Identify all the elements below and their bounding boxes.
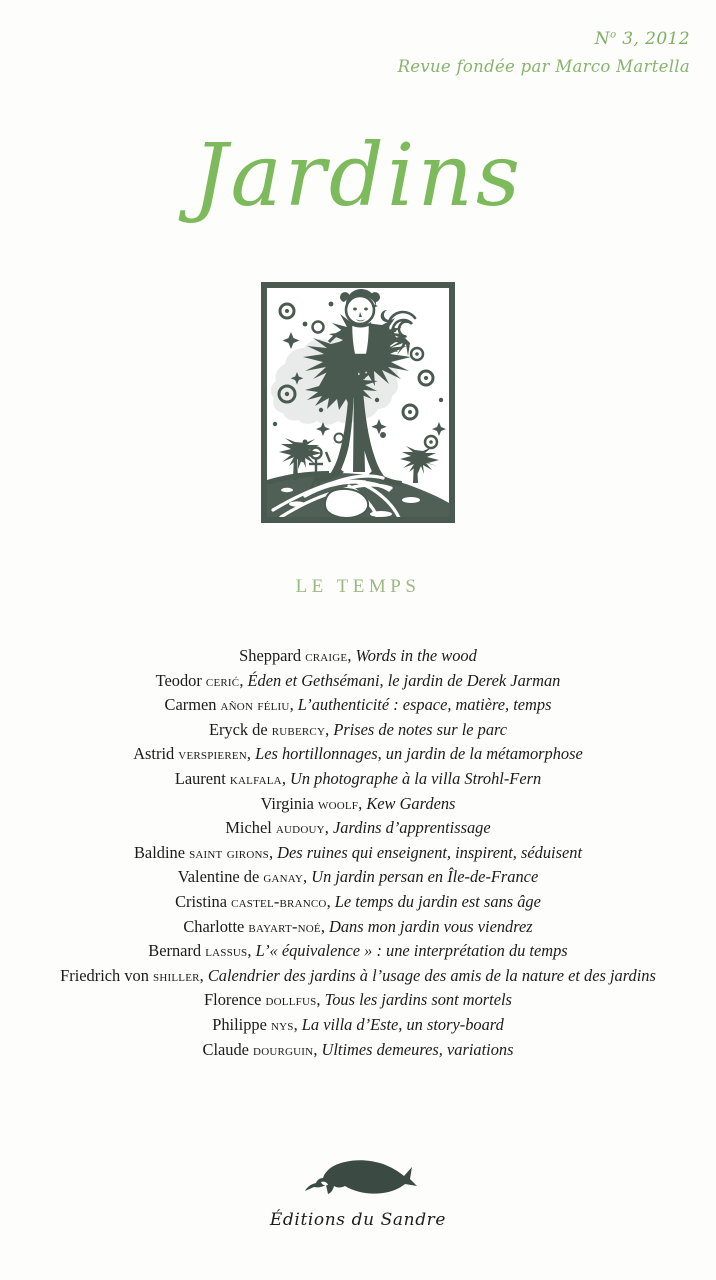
page-title: Jardins	[193, 126, 523, 226]
contents-entry	[0, 742, 716, 767]
entry-author: Astrid	[133, 744, 179, 764]
contents-entry	[0, 1013, 716, 1038]
contents-entry	[0, 939, 716, 964]
entry-title: Des ruines qui enseignent, inspirent, séduisent	[277, 842, 582, 862]
contents-entry	[0, 792, 716, 817]
entry-surname: dollfus	[265, 990, 317, 1010]
contents-entry	[0, 718, 716, 743]
entry-author: Carmen	[164, 695, 221, 715]
entry-title: L’authenticité : espace, matière, temps	[297, 695, 552, 715]
entry-title: Un photographe à la villa Strohl-Fern	[290, 768, 542, 788]
entry-author: Eryck de	[208, 719, 272, 739]
entry-surname: lassus	[205, 941, 248, 961]
fish-logo	[299, 1160, 417, 1204]
entry-title: Dans mon jardin vous viendrez	[329, 916, 533, 936]
woodcut-tree-figure-illustration	[261, 282, 455, 523]
entry-title: Tous les jardins sont mortels	[324, 990, 512, 1010]
contents-entry	[0, 865, 716, 890]
contents-list	[0, 644, 716, 1062]
entry-separator: ,	[324, 818, 333, 838]
contents-entry	[0, 669, 716, 694]
entry-separator: ,	[289, 695, 298, 715]
entry-author: Philippe	[212, 1014, 271, 1034]
publisher-name: Éditions du Sandre	[269, 1210, 447, 1230]
entry-surname: craige	[305, 646, 348, 665]
entry-separator: ,	[320, 916, 330, 936]
entry-title: Kew Gardens	[366, 793, 456, 813]
entry-surname: nys	[270, 1014, 294, 1034]
entry-surname: rubercy	[271, 719, 326, 739]
entry-separator: ,	[313, 1039, 322, 1059]
contents-entry	[0, 915, 716, 940]
contents-entry	[0, 964, 716, 989]
contents-entry	[0, 693, 716, 718]
entry-title: Les hortillonnages, un jardin de la métamorphose	[255, 744, 583, 764]
publisher-block	[0, 1160, 716, 1230]
entry-surname: shiller	[153, 965, 200, 985]
entry-author: Sheppard	[239, 646, 306, 665]
entry-title: Words in the wood	[355, 646, 477, 665]
entry-author: Michel	[225, 818, 276, 838]
entry-author: Baldine	[134, 842, 190, 862]
contents-entry	[0, 816, 716, 841]
entry-author: Bernard	[148, 941, 206, 961]
entry-separator: ,	[281, 768, 291, 788]
entry-separator: ,	[293, 1014, 302, 1034]
entry-title: Prises de notes sur le parc	[333, 719, 508, 739]
entry-surname: audouy	[275, 818, 325, 838]
entry-title: Ultimes demeures, variations	[321, 1039, 514, 1059]
entry-separator: ,	[347, 646, 356, 665]
entry-separator: ,	[326, 891, 335, 911]
entry-separator: ,	[358, 793, 367, 813]
entry-title: Éden et Gethsémani, le jardin de Derek Jarman	[247, 670, 561, 690]
contents-entry	[0, 841, 716, 866]
entry-surname: woolf	[318, 793, 359, 813]
entry-author: Valentine de	[177, 867, 264, 887]
entry-surname: kalfala	[229, 768, 282, 788]
issue-line	[398, 26, 690, 52]
entry-author: Teodor	[155, 670, 206, 690]
entry-separator: ,	[246, 744, 256, 764]
entry-surname: dourguin	[253, 1039, 314, 1059]
contents-entry	[0, 644, 716, 669]
entry-title: Jardins d’apprentissage	[332, 818, 491, 838]
entry-title: L’« équivalence » : une interprétation du temps	[255, 941, 568, 961]
entry-surname: saint girons	[189, 842, 269, 862]
section-heading: LE TEMPS	[295, 576, 421, 597]
entry-separator: ,	[268, 842, 278, 862]
masthead	[398, 26, 690, 80]
entry-title: Le temps du jardin est sans âge	[334, 891, 541, 911]
entry-author: Laurent	[174, 768, 230, 788]
entry-author: Virginia	[260, 793, 319, 813]
entry-author: Cristina	[175, 891, 232, 911]
entry-author: Claude	[202, 1039, 254, 1059]
entry-title: Calendrier des jardins à l’usage des amis de la nature et des jardins	[207, 965, 656, 985]
entry-surname: verspieren	[178, 744, 247, 764]
issue-prefix: N	[594, 29, 611, 49]
entry-separator: ,	[316, 990, 325, 1010]
entry-surname: castel-branco	[231, 891, 327, 911]
founder-line: Revue fondée par Marco Martella	[397, 57, 690, 77]
entry-separator: ,	[303, 867, 312, 887]
contents-entry	[0, 988, 716, 1013]
issue-ordinal: o	[610, 29, 617, 41]
entry-title: La villa d’Este, un story-board	[301, 1014, 504, 1034]
entry-surname: ganay	[263, 867, 304, 887]
contents-entry	[0, 890, 716, 915]
entry-title: Un jardin persan en Île-de-France	[311, 867, 539, 887]
issue-number: 3, 2012	[616, 29, 690, 49]
contents-entry	[0, 1038, 716, 1063]
entry-author: Charlotte	[183, 916, 249, 936]
entry-separator: ,	[325, 719, 334, 739]
entry-surname: bayart-noé	[248, 916, 321, 936]
entry-surname: cerić	[205, 670, 240, 690]
entry-separator: ,	[239, 670, 248, 690]
entry-surname: añon féliu	[220, 695, 290, 715]
entry-separator: ,	[247, 941, 256, 961]
entry-separator: ,	[199, 965, 208, 985]
entry-author: Friedrich von	[60, 965, 154, 985]
entry-author: Florence	[204, 990, 266, 1010]
contents-entry	[0, 767, 716, 792]
